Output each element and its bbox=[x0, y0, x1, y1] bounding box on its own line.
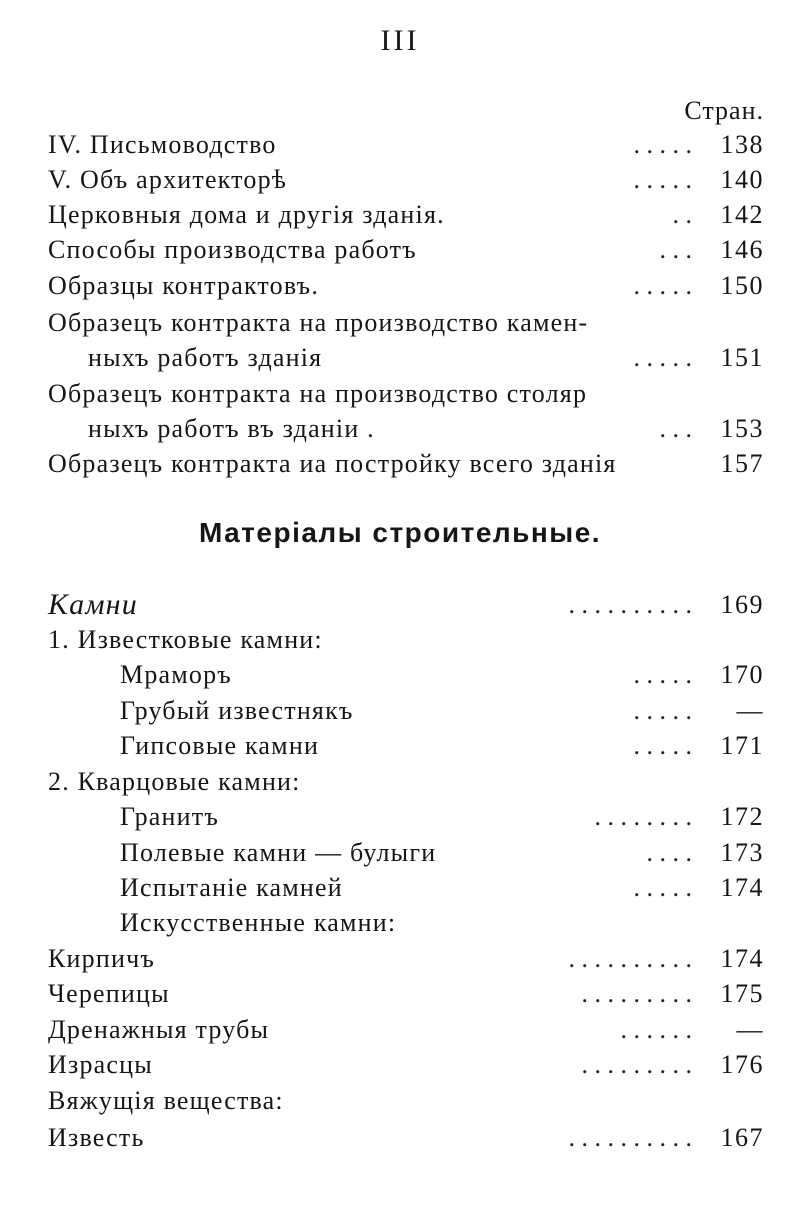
toc-entry-page: 174 bbox=[720, 944, 764, 973]
toc-entry bbox=[48, 377, 764, 411]
toc-entry-label: Гипсовые камни bbox=[120, 731, 320, 760]
toc-entry-page: 173 bbox=[720, 838, 764, 867]
toc-entry-label: V. Объ архитекторѣ bbox=[48, 165, 288, 194]
toc-entry-label: Полевые камни — булыги bbox=[120, 838, 437, 867]
toc-entry-page: — bbox=[736, 696, 764, 725]
toc-entry-page: 151 bbox=[720, 343, 764, 372]
toc-entry bbox=[48, 163, 764, 197]
toc-entry-page: 174 bbox=[720, 873, 764, 902]
toc-entry bbox=[48, 269, 764, 303]
toc-entry-label: ныхъ работъ зданія bbox=[88, 343, 323, 372]
leader-dots: . . . . . bbox=[633, 271, 692, 300]
toc-entry-continuation bbox=[48, 412, 764, 446]
toc-entry-label: Способы производства работъ bbox=[48, 235, 417, 264]
leader-dots: . . . . . . . . . bbox=[581, 979, 692, 1008]
toc-entry-page: 176 bbox=[720, 1050, 764, 1079]
page-number: III bbox=[380, 24, 420, 57]
toc-entry bbox=[48, 942, 764, 976]
toc-entry-continuation bbox=[48, 341, 764, 375]
toc-subheading bbox=[48, 765, 764, 799]
section-title: Матеріалы строительные. bbox=[198, 517, 602, 548]
leader-dots: . . . . . bbox=[633, 696, 692, 725]
toc-entry bbox=[48, 1048, 764, 1082]
toc-entry bbox=[48, 800, 764, 834]
toc-entry bbox=[48, 729, 764, 763]
toc-entry bbox=[48, 836, 764, 870]
leader-dots: . . . . . . bbox=[620, 1015, 692, 1044]
toc-entry bbox=[48, 128, 764, 162]
toc-entry-page: 157 bbox=[720, 449, 764, 478]
toc-entry bbox=[48, 1013, 764, 1047]
toc-entry-label: Кирпичъ bbox=[48, 944, 156, 973]
toc-entry-label: Израсцы bbox=[48, 1050, 153, 1079]
toc-entry-label: Черепицы bbox=[48, 979, 170, 1008]
toc-entry bbox=[48, 198, 764, 232]
toc-entry-page: 150 bbox=[720, 271, 764, 300]
toc-entry-label: Камни bbox=[48, 588, 138, 621]
toc-entry-label: Вяжущія вещества: bbox=[48, 1086, 284, 1115]
toc-entry-page: 138 bbox=[720, 130, 764, 159]
leader-dots: . . . . . . . . bbox=[594, 802, 692, 831]
toc-entry-label: Мраморъ bbox=[120, 660, 232, 689]
leader-dots: . . . . . bbox=[633, 873, 692, 902]
toc-entry bbox=[48, 694, 764, 728]
toc-entry-page: 146 bbox=[720, 235, 764, 264]
toc-entry-label: Гранитъ bbox=[120, 802, 219, 831]
toc-entry bbox=[48, 871, 764, 905]
leader-dots: . . . . . bbox=[633, 130, 692, 159]
toc-entry-label: Дренажныя трубы bbox=[48, 1015, 270, 1044]
toc-subheading bbox=[48, 623, 764, 657]
toc-entry-page: — bbox=[736, 1015, 764, 1044]
leader-dots: . . . . . bbox=[633, 343, 692, 372]
toc-entry-label: Грубый известнякъ bbox=[120, 696, 354, 725]
toc-entry-page: 169 bbox=[720, 590, 764, 619]
toc-subheading bbox=[48, 1084, 764, 1118]
toc-entry-label: Церковныя дома и другія зданія. bbox=[48, 200, 445, 229]
toc-entry-label: 2. Кварцовые камни: bbox=[48, 767, 301, 796]
leader-dots: . . . . . . . . . bbox=[581, 1050, 692, 1079]
toc-entry-label: Образецъ контракта на производство камен- bbox=[48, 308, 589, 337]
leader-dots: . . . . . bbox=[633, 731, 692, 760]
toc-entry-page: 142 bbox=[720, 200, 764, 229]
toc-entry-label: Образецъ контракта иа постройку всего зданія bbox=[48, 449, 617, 478]
leader-dots: . . . . bbox=[646, 838, 692, 867]
toc-entry-page: 175 bbox=[720, 979, 764, 1008]
toc-entry-page: 170 bbox=[720, 660, 764, 689]
toc-entry bbox=[48, 1121, 764, 1155]
toc-entry-page: 172 bbox=[720, 802, 764, 831]
toc-entry-label: IV. Письмоводство bbox=[48, 130, 277, 159]
page-column-heading: Стран. bbox=[684, 96, 764, 125]
leader-dots: . . . . . . . . . . bbox=[568, 1123, 692, 1152]
toc-entry-page: 140 bbox=[720, 165, 764, 194]
toc-entry-label: Искусственные камни: bbox=[120, 908, 397, 937]
toc-entry-label: Испытаніе камней bbox=[120, 873, 343, 902]
toc-entry bbox=[48, 977, 764, 1011]
toc-entry-page: 167 bbox=[720, 1123, 764, 1152]
toc-entry bbox=[48, 447, 764, 481]
toc-entry-label: Известь bbox=[48, 1123, 145, 1152]
toc-entry-page: 153 bbox=[720, 414, 764, 443]
leader-dots: . . . . . . . . . . bbox=[568, 590, 692, 619]
toc-entry-page: 171 bbox=[720, 731, 764, 760]
toc-subheading bbox=[48, 906, 764, 940]
leader-dots: . . . . . bbox=[633, 165, 692, 194]
leader-dots: . . . . . bbox=[633, 660, 692, 689]
leader-dots: . . bbox=[672, 200, 692, 229]
leader-dots: . . . bbox=[659, 235, 692, 264]
leader-dots: . . . . . . . . . . bbox=[568, 944, 692, 973]
toc-entry-label: 1. Известковые камни: bbox=[48, 625, 323, 654]
toc-entry bbox=[48, 233, 764, 267]
leader-dots: . . . bbox=[659, 414, 692, 443]
toc-entry bbox=[48, 658, 764, 692]
toc-entry bbox=[48, 306, 764, 340]
toc-entry bbox=[48, 588, 764, 622]
toc-entry-label: ныхъ работъ въ зданіи . bbox=[88, 414, 375, 443]
toc-entry-label: Образецъ контракта на производство столяр bbox=[48, 379, 588, 408]
toc-entry-label: Образцы контрактовъ. bbox=[48, 271, 320, 300]
